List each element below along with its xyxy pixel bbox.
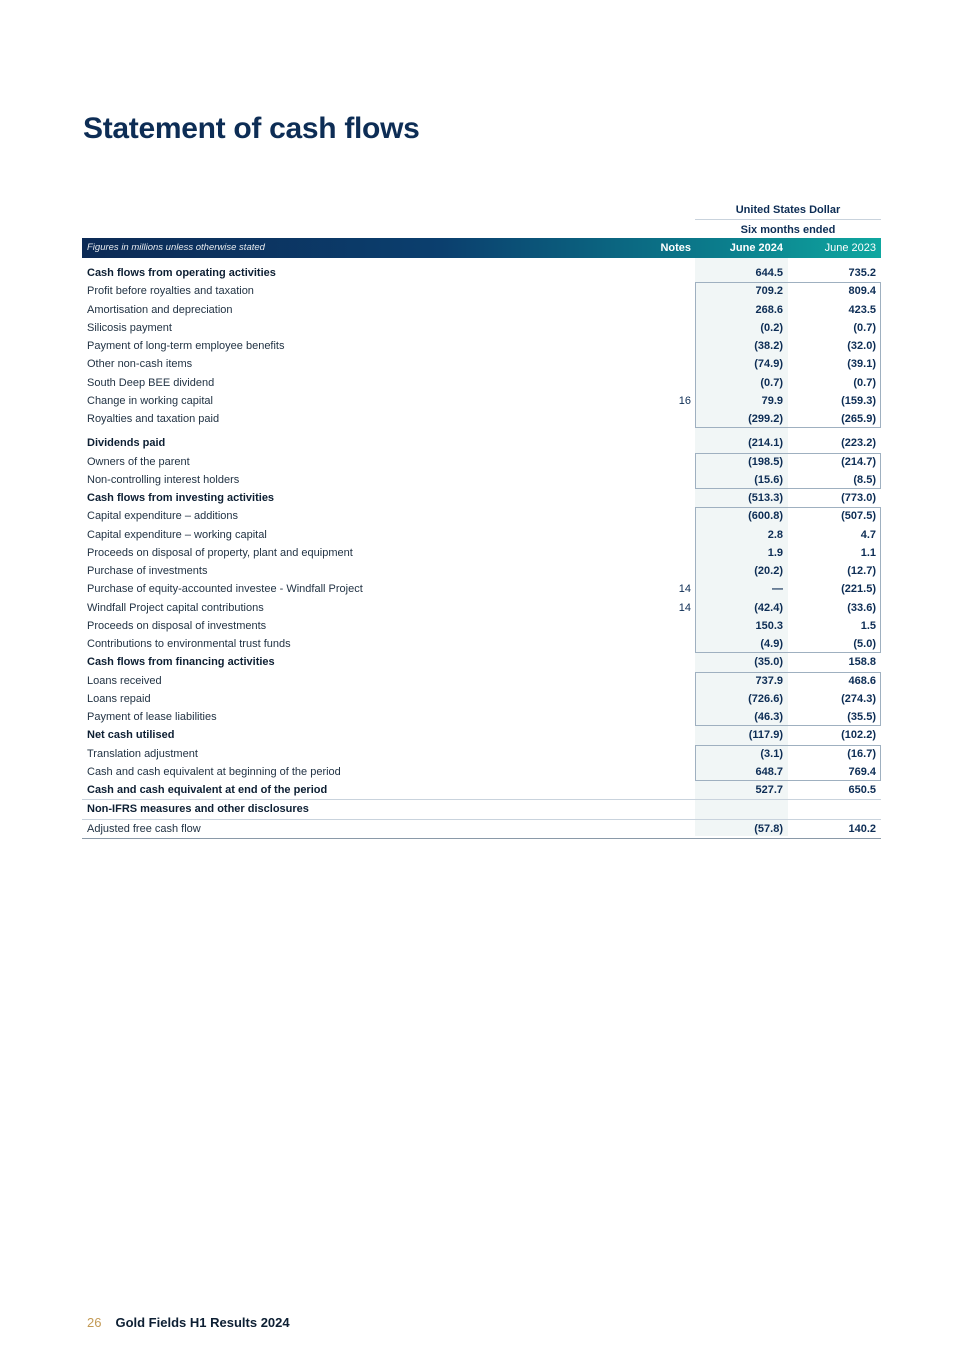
value-june-2023: 158.8 [848,656,876,669]
row-note: 14 [678,601,691,614]
page-footer [87,1315,290,1330]
row-label: Non-IFRS measures and other disclosures [87,803,309,816]
value-june-2024: (74.9) [754,358,783,371]
row-label: Non-controlling interest holders [87,473,240,486]
value-june-2023: (223.2) [841,437,876,450]
document-title: Gold Fields H1 Results [115,1315,258,1330]
page-title: Statement of cash flows [83,112,420,145]
value-june-2024: 648.7 [755,765,783,778]
col-june-2023-header: June 2023 [824,242,876,254]
page-number: 26 [87,1315,102,1330]
row-label: Translation adjustment [87,747,198,760]
value-group-outline [695,745,881,781]
value-group-outline [695,282,881,428]
row-label: Cash and cash equivalent at beginning of the period [87,765,341,778]
row-label: Other non-cash items [87,358,193,371]
value-june-2024: (214.1) [748,437,783,450]
value-june-2024: (15.6) [754,473,783,486]
value-june-2024: (57.8) [754,822,783,835]
row-label: South Deep BEE dividend [87,376,215,389]
row-label: Net cash utilised [87,729,175,742]
value-june-2023: 468.6 [848,674,876,687]
row-label: Cash and cash equivalent at end of the period [87,784,328,796]
row-label: Contributions to environmental trust funds [87,638,291,650]
value-june-2023: 735.2 [848,267,876,279]
currency-header: United States Dollar [695,202,881,220]
value-june-2024: 737.9 [755,674,783,687]
row-label: Payment of lease liabilities [87,711,217,723]
value-june-2023: 1.5 [860,619,876,632]
value-june-2023: (274.3) [841,692,876,705]
row-label: Change in working capital [87,394,213,407]
value-june-2024: (513.3) [748,492,783,504]
value-june-2024: (38.2) [754,340,783,352]
value-june-2023: (159.3) [841,394,876,407]
row-label: Owners of the parent [87,455,190,468]
period-header: Six months ended [740,224,836,236]
value-june-2023: (35.5) [847,711,876,723]
value-june-2024: (42.4) [754,601,783,614]
value-june-2023: (32.0) [847,340,876,352]
value-june-2024: (0.2) [760,321,783,334]
value-june-2023: (221.5) [841,583,876,596]
value-june-2024: 709.2 [755,285,783,298]
value-june-2023: (0.7) [853,321,876,334]
col-june-2024-header: June 2024 [729,242,783,254]
value-june-2024: (117.9) [748,729,783,742]
value-group-outline [695,507,881,653]
value-june-2024: (299.2) [748,413,783,425]
value-group-outline [695,453,881,489]
row-label: Loans repaid [87,692,151,705]
value-june-2024: (3.1) [760,747,783,760]
value-june-2023: (265.9) [841,413,876,425]
row-label: Windfall Project capital contributions [87,601,264,614]
table-row [82,489,881,507]
notes-header: Notes [660,242,691,254]
value-june-2024: (4.9) [760,638,783,650]
value-june-2023: (214.7) [841,455,876,468]
row-label: Loans received [87,674,162,687]
value-june-2023: 1.1 [860,546,876,559]
row-label: Proceeds on disposal of property, plant and equipment [87,546,353,559]
document-year: 2024 [260,1315,290,1330]
value-june-2024: (726.6) [748,692,783,705]
value-june-2023: (773.0) [841,492,876,504]
row-label: Amortisation and depreciation [87,303,233,316]
value-june-2023: 4.7 [860,528,876,541]
value-june-2024: 1.9 [767,546,783,559]
table-row [82,264,881,282]
value-june-2024: (46.3) [754,711,783,723]
row-label: Cash flows from financing activities [87,656,275,669]
table-row [82,653,881,671]
value-june-2023: 650.5 [848,784,876,796]
row-note: 16 [678,394,691,407]
row-label: Purchase of investments [87,565,208,577]
value-june-2024: — [772,583,783,596]
value-june-2024: 527.7 [755,784,783,796]
value-june-2023: (102.2) [841,729,876,742]
value-june-2024: (20.2) [754,565,783,577]
column-header-band [82,238,881,258]
document-name [115,1315,289,1330]
value-june-2023: (16.7) [847,747,876,760]
value-june-2023: 140.2 [848,822,876,835]
row-label: Silicosis payment [87,321,172,334]
value-june-2023: 423.5 [848,303,876,316]
row-label: Capital expenditure – additions [87,510,239,523]
value-june-2023: 809.4 [848,285,876,298]
table-row [82,434,881,452]
row-label: Dividends paid [87,437,166,450]
value-june-2024: 2.8 [767,528,783,541]
value-june-2024: 644.5 [755,267,783,279]
value-june-2023: (507.5) [841,510,876,523]
table-row [82,799,881,818]
row-label: Payment of long-term employee benefits [87,340,285,352]
value-june-2023: (0.7) [853,376,876,389]
row-label: Proceeds on disposal of investments [87,619,267,632]
row-label: Cash flows from operating activities [87,267,276,279]
value-june-2024: (198.5) [748,455,783,468]
value-june-2023: (39.1) [847,358,876,371]
value-june-2024: 79.9 [761,394,783,407]
value-june-2024: 150.3 [755,619,783,632]
row-label: Royalties and taxation paid [87,413,220,425]
row-note: 14 [678,583,691,596]
value-june-2024: (0.7) [760,376,783,389]
value-june-2024: (600.8) [748,510,783,523]
table-row [82,781,881,799]
value-group-outline [695,672,881,726]
row-label: Cash flows from investing activities [87,492,275,504]
table-row [82,726,881,744]
value-june-2023: (33.6) [847,601,876,614]
figures-note: Figures in millions unless otherwise stated [87,242,265,253]
row-label: Adjusted free cash flow [87,822,201,835]
value-june-2024: 268.6 [755,303,783,316]
table-row [82,819,881,839]
value-june-2024: (35.0) [754,656,783,669]
row-label: Purchase of equity-accounted investee - Windfall Project [87,583,363,596]
value-june-2023: (12.7) [847,565,876,577]
value-june-2023: (5.0) [853,638,876,650]
row-label: Profit before royalties and taxation [87,285,254,298]
table-body [82,264,881,839]
value-june-2023: 769.4 [848,765,876,778]
row-label: Capital expenditure – working capital [87,528,267,541]
value-june-2023: (8.5) [853,473,876,486]
